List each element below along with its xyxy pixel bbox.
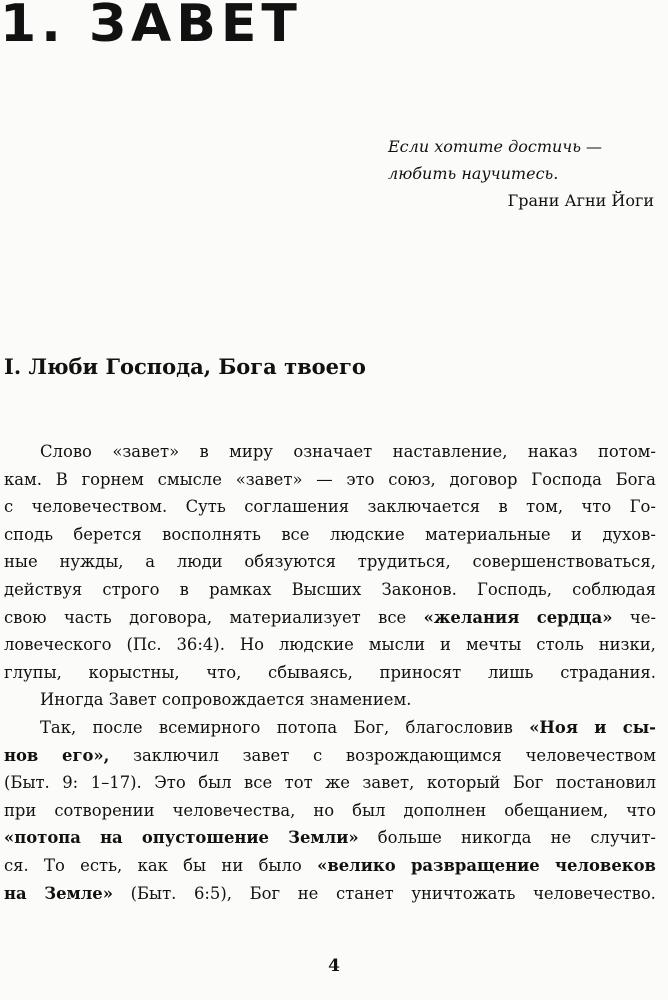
word: ные (4, 552, 38, 572)
text-line (4, 576, 656, 604)
word: приносят (379, 662, 462, 682)
word: на (100, 828, 123, 848)
word: мысли (368, 635, 426, 655)
word: и (570, 524, 582, 544)
word: берется (73, 524, 142, 544)
text-line (4, 769, 656, 797)
word: все (281, 524, 310, 544)
word: сердца» (536, 607, 613, 627)
word: но (313, 800, 335, 820)
word: бы (183, 855, 207, 875)
word: человечеством (525, 745, 656, 765)
word: строго (102, 579, 160, 599)
epigraph-source: Грани Агни Йоги (507, 191, 654, 210)
word: соглашения (244, 497, 350, 517)
epigraph (388, 133, 658, 214)
word: «потопа (4, 828, 81, 848)
word: больше (377, 828, 442, 848)
page-number: 4 (328, 956, 340, 976)
word: обязуются (244, 552, 336, 572)
word: и (594, 717, 607, 737)
text-line (4, 631, 656, 659)
word: материализует (229, 607, 361, 627)
word: (Быт. (4, 773, 50, 793)
text-line (4, 659, 656, 687)
word: был (198, 773, 232, 793)
word: Бог (249, 883, 281, 903)
word: Го- (629, 497, 656, 517)
word: свою (4, 607, 47, 627)
word: и (440, 635, 451, 655)
word: развращение (410, 855, 540, 875)
word: наставление, (392, 442, 508, 461)
word: Бога (615, 469, 656, 489)
word: люди (176, 552, 223, 572)
word: при (4, 800, 37, 820)
word: 1–17). (90, 773, 142, 793)
word: миру (229, 442, 273, 461)
word: означает (293, 442, 373, 461)
word: корыстны, (88, 662, 180, 682)
word: ни (221, 855, 244, 875)
word: горнем (81, 469, 144, 489)
word: «Ноя (529, 717, 578, 737)
word: «велико (317, 855, 396, 875)
word: действуя (4, 579, 83, 599)
word: Законов. (381, 579, 457, 599)
word: «желания (423, 607, 520, 627)
epigraph-line: Если хотите достичь — (388, 137, 603, 156)
word: То (44, 855, 65, 875)
word: было (258, 855, 302, 875)
text-line (4, 548, 656, 576)
word: трудиться, (357, 552, 451, 572)
word: — (316, 469, 333, 489)
word: Но (239, 635, 265, 655)
word: был (352, 800, 386, 820)
word: союз, (388, 469, 436, 489)
word: (Пс. (126, 635, 162, 655)
section-title: I. Люби Господа, Бога твоего (4, 354, 366, 379)
chapter-title: 1. ЗАВЕТ (0, 0, 302, 54)
word: материальные (425, 524, 551, 544)
word: человечество. (533, 883, 656, 903)
word: ловеческого (4, 635, 112, 655)
word: договор (449, 469, 518, 489)
text-line (4, 493, 656, 521)
word: «завет» (235, 469, 303, 489)
word: возрождающимся (345, 745, 502, 765)
word: нов (4, 745, 39, 765)
word: его», (62, 745, 110, 765)
word: часть (63, 607, 112, 627)
word: людские (279, 635, 354, 655)
word: станет (335, 883, 394, 903)
word: (Быт. (130, 883, 177, 903)
word: 6:5), (193, 883, 232, 903)
word: человечеством. (31, 497, 168, 517)
word: после (92, 717, 143, 737)
word: есть, (80, 855, 123, 875)
text-line (4, 521, 656, 549)
text-line (4, 824, 656, 852)
word: Земли» (288, 828, 359, 848)
word: Господь, (477, 579, 552, 599)
word: договора, (129, 607, 213, 627)
word: благословив (405, 717, 513, 737)
word: в (498, 497, 508, 517)
word: Иногда Завет сопровождается знамением. (40, 690, 412, 710)
word: кам. (4, 469, 42, 489)
text-line (4, 438, 656, 466)
word: в (179, 579, 189, 599)
word: человеков (555, 855, 656, 875)
text-line (4, 742, 656, 770)
word: завет (242, 745, 290, 765)
text-line (4, 714, 656, 742)
word: уничтожать (411, 883, 516, 903)
word: который (426, 773, 501, 793)
word: потопа (276, 717, 338, 737)
word: что, (206, 662, 242, 682)
word: все (244, 773, 273, 793)
word: Слово (40, 442, 92, 461)
text-line (4, 852, 656, 880)
word: как (137, 855, 168, 875)
word: Суть (185, 497, 226, 517)
word: 36:4). (176, 635, 225, 655)
word: мечты (465, 635, 522, 655)
text-line (4, 466, 656, 494)
word: с (4, 497, 14, 517)
word: Высших (291, 579, 362, 599)
word: сбываясь, (268, 662, 353, 682)
word: сотворении (54, 800, 155, 820)
epigraph-line: любить научитесь. (388, 164, 559, 183)
word: страдания. (560, 662, 656, 682)
word: случит- (590, 828, 656, 848)
word: же (325, 773, 350, 793)
word: с (312, 745, 323, 765)
word: заключил (133, 745, 219, 765)
word: это (346, 469, 375, 489)
word: Бог, (353, 717, 390, 737)
word: потом- (597, 442, 656, 461)
word: всемирного (158, 717, 261, 737)
text-line (4, 797, 656, 825)
word: сы- (622, 717, 656, 737)
word: ся. (4, 855, 29, 875)
body-text (4, 438, 656, 907)
text-line (4, 604, 656, 632)
word: заключается (367, 497, 481, 517)
word: не (297, 883, 319, 903)
word: в (199, 442, 209, 461)
word: глупы, (4, 662, 62, 682)
word: рамках (209, 579, 272, 599)
word: никогда (460, 828, 532, 848)
word: «завет» (112, 442, 180, 461)
word: Земле» (44, 883, 113, 903)
word: низки, (598, 635, 656, 655)
word: нужды, (59, 552, 124, 572)
word: тот (284, 773, 313, 793)
text-line (4, 880, 656, 908)
word: 9: (62, 773, 79, 793)
word: все (378, 607, 407, 627)
word: человечества, (172, 800, 296, 820)
word: постановил (555, 773, 656, 793)
word: Это (154, 773, 186, 793)
word: наказ (527, 442, 578, 461)
word: том, (526, 497, 564, 517)
word: опустошение (141, 828, 269, 848)
text-line (4, 686, 656, 714)
word: Бог (512, 773, 544, 793)
word: Господа (531, 469, 602, 489)
word: что (581, 497, 612, 517)
word: не (550, 828, 572, 848)
word: смысле (157, 469, 222, 489)
word: сподь (4, 524, 53, 544)
word: людские (329, 524, 405, 544)
word: восполнять (162, 524, 261, 544)
word: совершенствоваться, (472, 552, 656, 572)
word: дополнен (403, 800, 487, 820)
word: обещанием, (504, 800, 609, 820)
word: соблюдая (572, 579, 656, 599)
word: завет, (362, 773, 415, 793)
word: В (55, 469, 68, 489)
word: что (626, 800, 656, 820)
word: на (4, 883, 27, 903)
word: Так, (40, 717, 77, 737)
word: а (145, 552, 156, 572)
word: че- (629, 607, 656, 627)
word: духов- (602, 524, 656, 544)
word: столь (536, 635, 584, 655)
word: лишь (487, 662, 534, 682)
